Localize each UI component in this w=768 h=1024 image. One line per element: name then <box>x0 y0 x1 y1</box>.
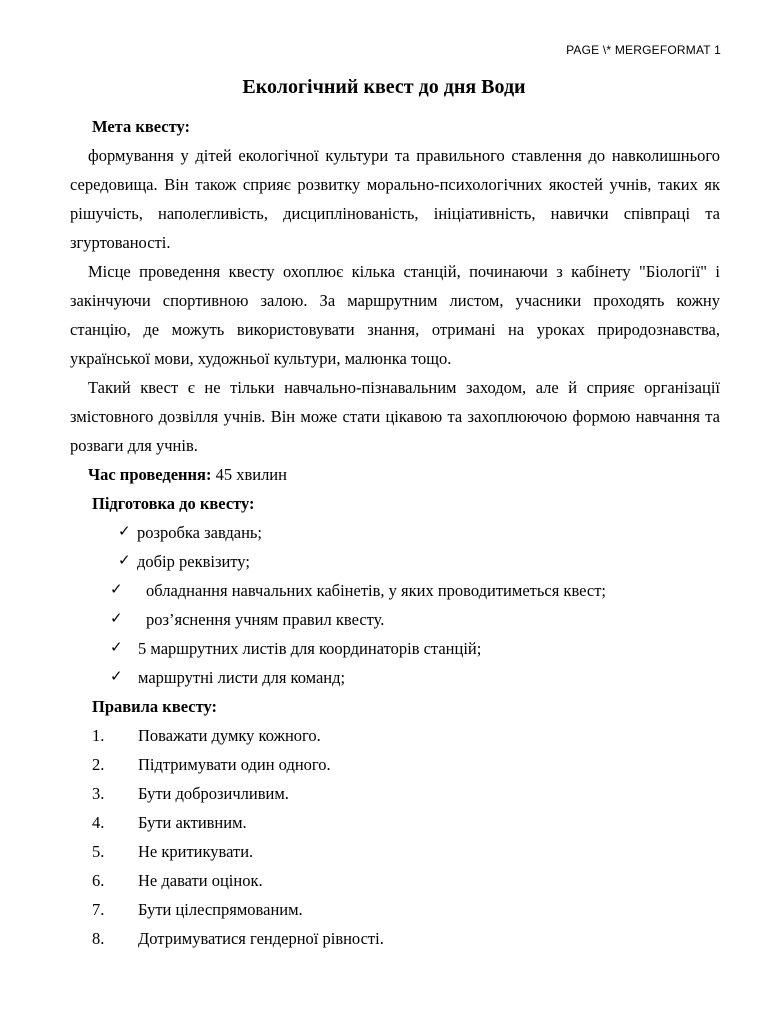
rules-list <box>70 721 720 953</box>
checkmark-icon: ✓ <box>110 611 123 627</box>
rule-text: Не давати оцінок. <box>138 871 263 890</box>
rule-text: Бути активним. <box>138 813 247 832</box>
preparation-item <box>70 605 720 634</box>
duration-value: 45 хвилин <box>215 465 287 484</box>
rule-item <box>70 721 720 750</box>
preparation-item-text: роз’яснення учням правил квесту. <box>146 610 385 629</box>
preparation-item <box>70 576 720 605</box>
rule-number: 1. <box>92 726 105 745</box>
rule-number: 8. <box>92 929 105 948</box>
rule-item <box>70 750 720 779</box>
preparation-item <box>70 547 720 576</box>
preparation-item-text: розробка завдань; <box>137 523 263 542</box>
preparation-heading: Підготовка до квесту: <box>92 494 255 513</box>
checkmark-icon: ✓ <box>118 553 131 569</box>
document-title: Екологічний квест до дня Води <box>242 76 526 98</box>
preparation-item <box>70 518 720 547</box>
document-body <box>70 112 720 953</box>
rule-number: 2. <box>92 755 105 774</box>
preparation-item <box>70 663 720 692</box>
page-header-field: PAGE \* MERGEFORMAT 1 <box>566 43 721 57</box>
rule-text: Бути цілеспрямованим. <box>138 900 303 919</box>
checkmark-icon: ✓ <box>110 640 123 656</box>
goal-heading: Мета квесту: <box>92 117 191 136</box>
place-paragraph: Місце проведення квесту охоплює кілька станцій, починаючи з кабінету "Біології" і закінчуючи спортивною залою. За маршрутним листом, учасники проходять кожну станцію, де можуть використовувати знання, отримані на уроках природознавства, української мови, художньої культури, малюнка тощо. <box>70 262 720 368</box>
rule-item <box>70 779 720 808</box>
rule-number: 7. <box>92 900 105 919</box>
checkmark-icon: ✓ <box>118 524 131 540</box>
benefit-paragraph: Такий квест є не тільки навчально-пізнавальним заходом, але й сприяє організації змістовного дозвілля учнів. Він може стати цікавою та захоплюючою формою навчання та розваги для учнів. <box>70 378 720 455</box>
checkmark-icon: ✓ <box>110 582 123 598</box>
rule-item <box>70 895 720 924</box>
rule-text: Не критикувати. <box>138 842 254 861</box>
preparation-item <box>70 634 720 663</box>
rule-number: 4. <box>92 813 105 832</box>
rule-text: Дотримуватися гендерної рівності. <box>138 929 384 948</box>
rules-heading: Правила квесту: <box>92 697 217 716</box>
preparation-item-text: добір реквізиту; <box>137 552 250 571</box>
duration-line <box>70 460 720 489</box>
rule-text: Підтримувати один одного. <box>138 755 331 774</box>
rule-text: Поважати думку кожного. <box>138 726 321 745</box>
rule-item <box>70 808 720 837</box>
rule-number: 5. <box>92 842 105 861</box>
preparation-item-text: 5 маршрутних листів для координаторів станцій; <box>138 639 482 658</box>
rule-number: 6. <box>92 871 105 890</box>
goal-paragraph: формування у дітей екологічної культури та правильного ставлення до навколишнього середовища. Він також сприяє розвитку морально-психологічних якостей учнів, таких як рішучість, наполегливість, дисциплінованість, ініціативність, навички співпраці та згуртованості. <box>70 146 720 252</box>
preparation-item-text: обладнання навчальних кабінетів, у яких проводитиметься квест; <box>146 581 606 600</box>
rule-item <box>70 837 720 866</box>
rule-number: 3. <box>92 784 105 803</box>
preparation-list <box>70 518 720 692</box>
rule-text: Бути доброзичливим. <box>138 784 289 803</box>
checkmark-icon: ✓ <box>110 669 123 685</box>
preparation-item-text: маршрутні листи для команд; <box>138 668 346 687</box>
rule-item <box>70 924 720 953</box>
rule-item <box>70 866 720 895</box>
duration-label: Час проведення: <box>88 465 212 484</box>
